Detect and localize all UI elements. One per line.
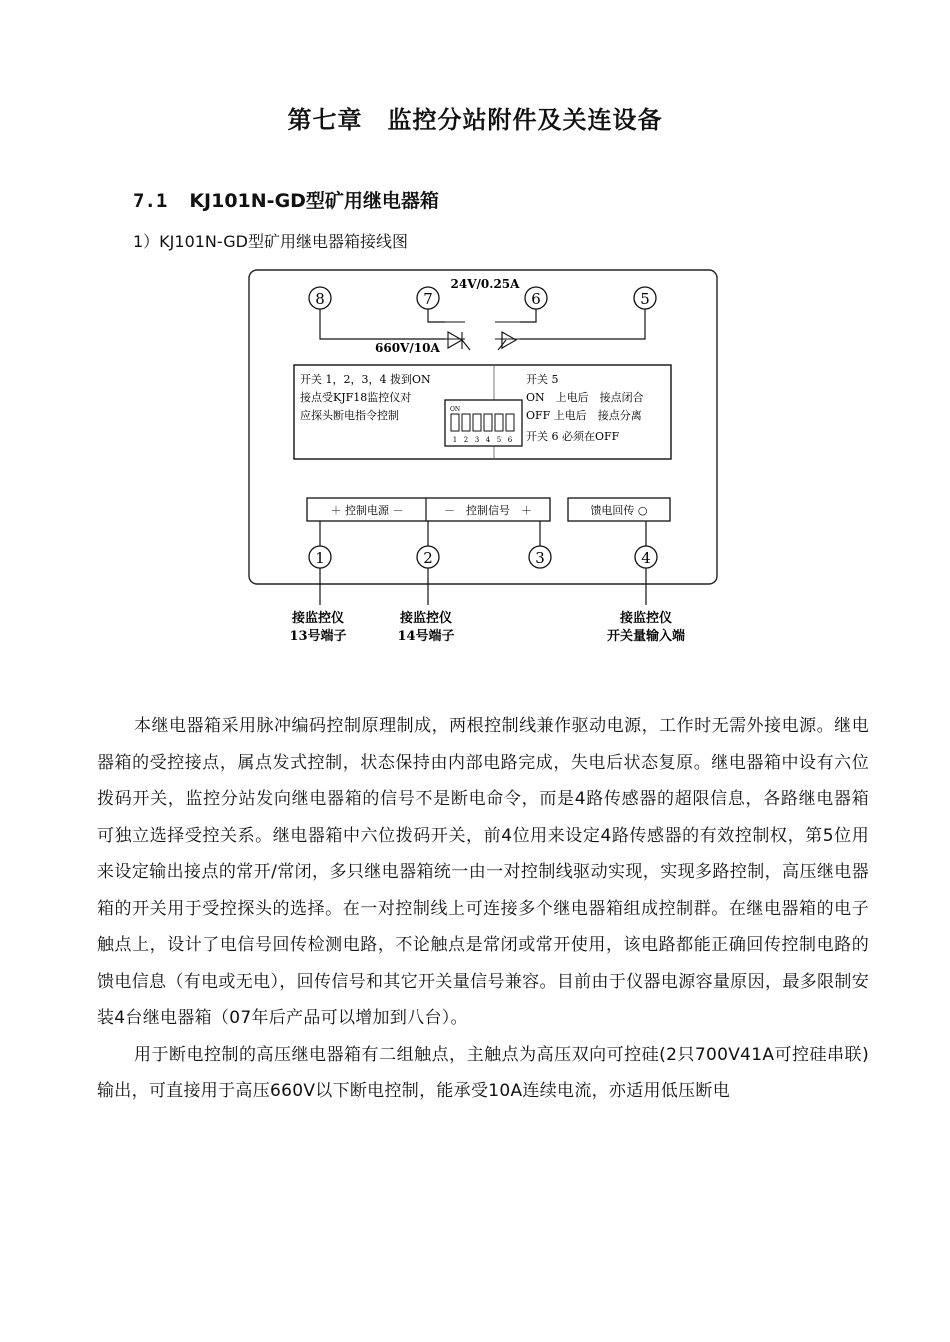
- thyristor-icon: [495, 322, 520, 350]
- thyristor-icon: [445, 322, 470, 350]
- connection-note-1b: 13号端子: [289, 629, 347, 644]
- body-text: [97, 708, 869, 1110]
- dip-number: 1: [452, 436, 458, 444]
- terminal-7-label: 7: [423, 290, 433, 308]
- dip-on-label: ON: [450, 406, 461, 413]
- feedback-terminal-label: 馈电回传 ○: [590, 504, 648, 517]
- terminal-6: [525, 287, 547, 309]
- paragraph: 本继电器箱采用脉冲编码控制原理制成，两根控制线兼作驱动电源，工作时无需外接电源。继电器箱的受控接点，属点发式控制，状态保持由内部电路完成，失电后状态复原。继电器箱中设有六位拨码开关，监控分站发向继电器箱的信号不是断电命令，而是4路传感器的超限信息，各路继电器箱可独立选择受控关系。继电器箱中六位拨码开关，前4位用来设定4路传感器的有效控制权，第5位用来设定输出接点的常开/常闭，多只继电器箱统一由一对控制线驱动实现，实现多路控制，高压继电器箱的开关用于受控探头的选择。在一对控制线上可连接多个继电器箱组成控制群。在继电器箱的电子触点上，设计了电信号回传检测电路，不论触点是常闭或常开使用，该电路都能正确回传控制电路的馈电信息（有电或无电），回传信号和其它开关量信号兼容。目前由于仪器电源容量原因，最多限制安装4台继电器箱（07年后产品可以增加到八台）。: [97, 716, 869, 1028]
- dip-number: 2: [463, 436, 469, 444]
- terminal-3-label: 3: [535, 549, 545, 567]
- power-terminal-label: ＋ 控制电源 －: [330, 504, 404, 517]
- chapter-title: 第七章 监控分站附件及关连设备: [287, 106, 663, 134]
- switch-note-right-4: 开关 6 必须在OFF: [526, 430, 620, 443]
- terminal-5: [634, 287, 656, 309]
- connection-note-1a: 接监控仪: [291, 611, 345, 626]
- connection-note-2a: 接监控仪: [399, 611, 453, 626]
- switch-note-left-1: 开关 1，2，3，4 拨到ON: [300, 373, 431, 386]
- section-number: 7.1: [133, 190, 168, 212]
- terminal-4: [635, 546, 657, 568]
- terminal-4-label: 4: [641, 549, 651, 567]
- signal-terminal-label: － 控制信号 ＋: [444, 504, 532, 517]
- high-voltage-rating: 660V/10A: [375, 341, 440, 355]
- terminal-8-label: 8: [315, 290, 325, 308]
- terminal-1-label: 1: [315, 549, 325, 567]
- wiring-diagram: [240, 262, 720, 652]
- wire-7-6: [428, 309, 445, 322]
- section-heading: [133, 186, 439, 213]
- terminal-3: [529, 546, 551, 568]
- dip-number: 5: [496, 436, 502, 444]
- terminal-1: [309, 546, 331, 568]
- switch-note-right-3: OFF 上电后 接点分离: [526, 409, 642, 422]
- wire-8-5: [320, 309, 445, 339]
- terminal-7: [417, 287, 439, 309]
- figure-caption: 1）KJ101N-GD型矿用继电器箱接线图: [133, 232, 408, 251]
- switch-note-right-1: 开关 5: [526, 373, 559, 386]
- connection-note-3a: 接监控仪: [619, 611, 673, 626]
- terminal-2: [417, 546, 439, 568]
- switch-note-right-2: ON 上电后 接点闭合: [526, 391, 644, 404]
- dip-switch-block: [445, 400, 522, 446]
- terminal-6-label: 6: [531, 290, 541, 308]
- section-title: KJ101N-GD型矿用继电器箱: [189, 190, 439, 212]
- switch-note-left-2: 接点受KJF18监控仪对: [300, 391, 412, 404]
- switch-note-left-3: 应探头断电指令控制: [300, 409, 399, 422]
- dip-number: 4: [485, 436, 491, 444]
- terminal-8: [309, 287, 331, 309]
- terminal-5-label: 5: [640, 290, 650, 308]
- connection-note-3b: 开关量输入端: [606, 629, 686, 644]
- low-voltage-rating: 24V/0.25A: [450, 277, 520, 291]
- dip-number: 3: [474, 436, 480, 444]
- dip-number: 6: [507, 436, 513, 444]
- connection-note-2b: 14号端子: [397, 629, 455, 644]
- terminal-2-label: 2: [423, 549, 433, 567]
- paragraph: 用于断电控制的高压继电器箱有二组触点，主触点为高压双向可控硅(2只700V41A可控硅串联)输出，可直接用于高压660V以下断电控制，能承受10A连续电流，亦适用低压断电: [97, 1044, 869, 1101]
